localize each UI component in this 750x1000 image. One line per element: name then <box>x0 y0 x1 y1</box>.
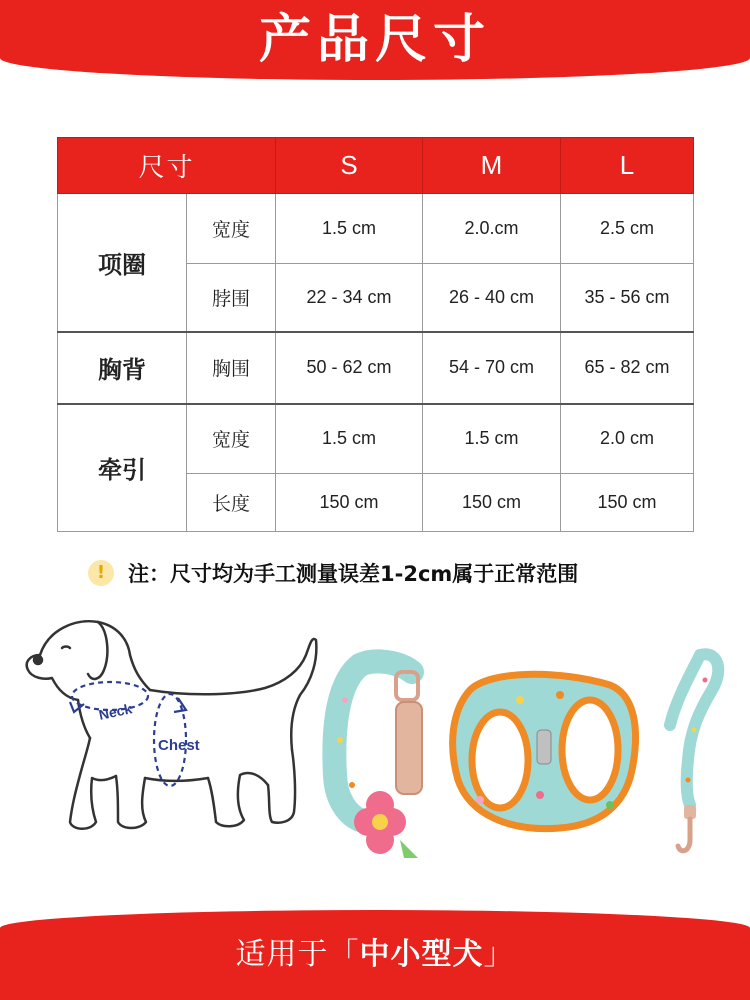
table-cell: 150 cm <box>276 474 423 532</box>
chest-arrow-icon <box>174 698 186 712</box>
table-row <box>58 194 694 264</box>
table-cell: 22 - 34 cm <box>276 264 423 332</box>
footer-dog-size: 中小型犬 <box>359 937 484 972</box>
footer-suffix: 」 <box>483 937 515 972</box>
exclamation-icon: ! <box>88 560 114 586</box>
leash-product-icon <box>670 654 718 851</box>
table-cell: 2.0.cm <box>423 194 561 264</box>
row-label: 宽度 <box>187 404 276 474</box>
footer-prefix: 适用于「 <box>235 937 360 972</box>
table-cell: 2.5 cm <box>561 194 694 264</box>
table-cell: 35 - 56 cm <box>561 264 694 332</box>
table-cell: 1.5 cm <box>276 404 423 474</box>
group-label-leash: 牵引 <box>58 404 187 532</box>
size-table <box>57 137 694 532</box>
table-cell: 1.5 cm <box>423 404 561 474</box>
table-cell: 2.0 cm <box>561 404 694 474</box>
table-header-row <box>58 138 694 194</box>
flower-icon <box>354 791 418 858</box>
group-label-harness: 胸背 <box>58 332 187 404</box>
header-size-s: S <box>276 138 423 194</box>
table-row <box>58 332 694 404</box>
table-cell: 26 - 40 cm <box>423 264 561 332</box>
footer-banner <box>0 910 750 1000</box>
row-label: 宽度 <box>187 194 276 264</box>
row-label: 脖围 <box>187 264 276 332</box>
harness-product-icon <box>453 674 636 828</box>
header-corner-cell: 尺寸 <box>58 138 276 194</box>
table-cell: 1.5 cm <box>276 194 423 264</box>
measurement-note <box>88 558 578 588</box>
product-illustration <box>0 600 750 890</box>
table-cell: 50 - 62 cm <box>276 332 423 404</box>
table-cell: 150 cm <box>423 474 561 532</box>
header-banner <box>0 0 750 80</box>
dog-outline-icon <box>27 621 317 829</box>
row-label: 胸围 <box>187 332 276 404</box>
neck-label: Neck <box>97 700 134 723</box>
table-row <box>58 404 694 474</box>
chest-label: Chest <box>158 737 200 754</box>
table-cell: 150 cm <box>561 474 694 532</box>
page-title: 产品尺寸 <box>258 10 491 70</box>
table-cell: 65 - 82 cm <box>561 332 694 404</box>
row-label: 长度 <box>187 474 276 532</box>
header-size-m: M <box>423 138 561 194</box>
note-text: 注：尺寸均为手工测量误差1-2cm属于正常范围 <box>128 562 579 586</box>
table-cell: 54 - 70 cm <box>423 332 561 404</box>
header-size-l: L <box>561 138 694 194</box>
group-label-collar: 项圈 <box>58 194 187 332</box>
collar-product-icon <box>334 661 422 858</box>
